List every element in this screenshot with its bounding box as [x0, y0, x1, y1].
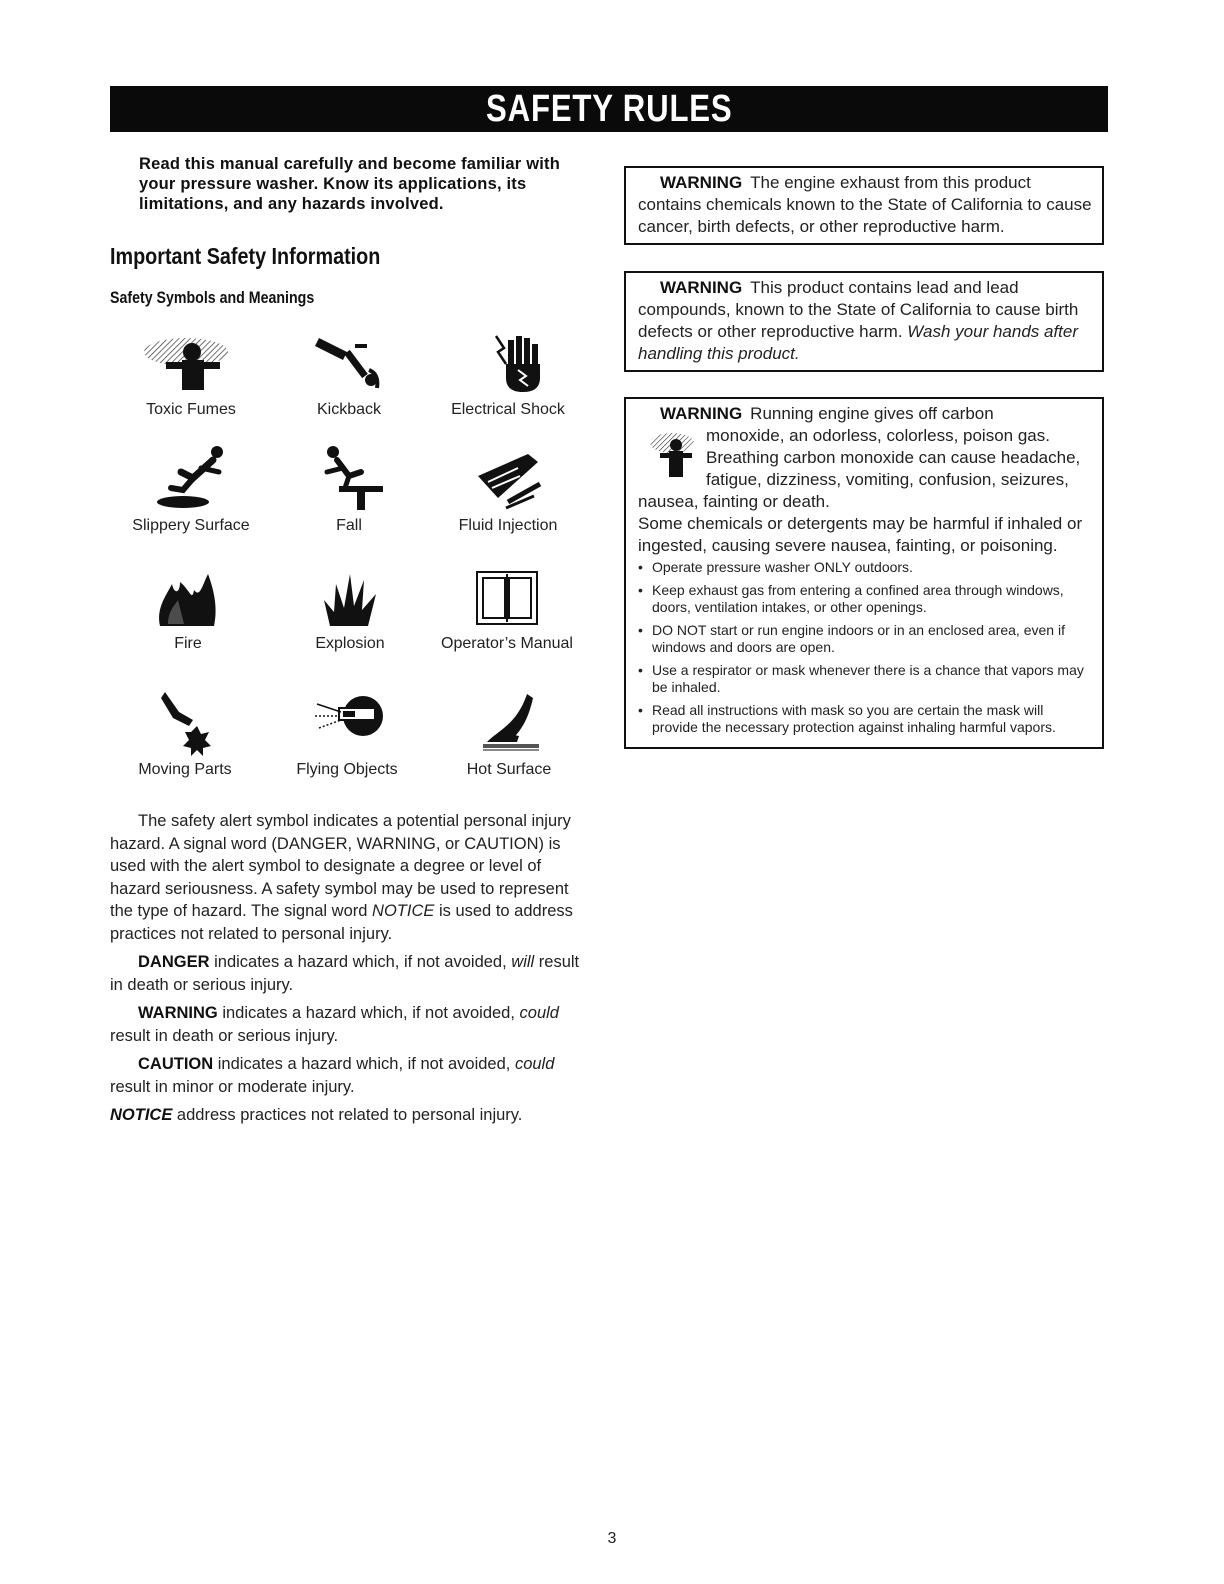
symbol-label: Explosion	[315, 635, 385, 652]
list-item: • Use a respirator or mask whenever there is a chance that vapors may be inhaled.	[638, 662, 1092, 697]
warning-label: WARNING	[660, 173, 743, 192]
heading-safety-symbols: Safety Symbols and Meanings	[110, 289, 315, 307]
symbol-electrical-shock	[423, 330, 593, 420]
list-item: • Read all instructions with mask so you are certain the mask will provide the necessary protection against inhaling harmful vapors.	[638, 702, 1092, 737]
fall-icon	[299, 442, 399, 512]
symbol-label: Toxic Fumes	[146, 401, 236, 418]
notice-inline: NOTICE	[372, 902, 435, 920]
warning-label: WARNING	[660, 278, 743, 297]
symbol-explosion	[265, 560, 435, 654]
heading-important-safety-information: Important Safety Information	[110, 243, 381, 269]
warning-box-carbon-monoxide	[624, 397, 1104, 749]
list-item: • Keep exhaust gas from entering a confined area through windows, doors, ventilation intakes, or other openings.	[638, 582, 1092, 617]
symbol-label: Operator’s Manual	[441, 635, 573, 652]
kickback-icon	[299, 330, 399, 396]
co-row	[638, 425, 1092, 491]
symbol-hot-surface	[424, 686, 594, 780]
warning-text: The engine exhaust from this product contains chemicals known to the State of California to cause cancer, birth defects, or other reproductive harm.	[638, 173, 1092, 236]
symbol-label: Fluid Injection	[458, 517, 558, 534]
safety-alert-paragraph: The safety alert symbol indicates a potential personal injury hazard. A signal word (DANGER, WARNING, or CAUTION) is used with the alert symbol to designate a degree or level of hazard seriousness. A safety symbol may be used to represent the type of hazard. The signal word NOTICE is used to address practices not related to personal injury.	[110, 812, 573, 943]
fluid-injection-icon	[458, 442, 558, 512]
symbol-kickback	[264, 330, 434, 420]
hot-surface-icon	[459, 686, 559, 756]
symbol-flying-objects	[262, 686, 432, 780]
co-lead: WARNING Running engine gives off carbon	[660, 404, 994, 423]
toxic-fumes-icon	[136, 330, 246, 396]
toxic-fumes-icon	[648, 427, 702, 487]
warning-definition: WARNING indicates a hazard which, if not avoided, could result in death or serious injury.	[110, 1004, 559, 1045]
explosion-icon	[300, 560, 400, 630]
symbol-label: Fire	[174, 635, 202, 652]
symbol-label: Electrical Shock	[451, 401, 565, 418]
caution-definition: CAUTION indicates a hazard which, if not avoided, could result in minor or moderate injury.	[110, 1055, 555, 1096]
co-bullet-list	[638, 559, 1092, 737]
warning-text: This product contains lead and lead compounds, known to the State of California to cause birth defects or other reproductive harm.	[638, 278, 1079, 341]
warning-label: WARNING	[660, 404, 743, 423]
symbol-label: Fall	[336, 517, 362, 534]
symbol-fluid-injection	[423, 442, 593, 536]
moving-parts-icon	[135, 686, 235, 756]
symbol-label: Kickback	[316, 401, 382, 418]
danger-definition: DANGER indicates a hazard which, if not avoided, will result in death or serious injury.	[110, 953, 580, 994]
symbol-label: Flying Objects	[296, 761, 398, 778]
notice-definition: NOTICE address practices not related to personal injury.	[110, 1106, 523, 1124]
banner-title: SAFETY RULES	[485, 88, 733, 130]
symbol-fall	[264, 442, 434, 536]
warning-box-exhaust	[624, 166, 1104, 245]
symbol-moving-parts	[100, 686, 270, 780]
flying-objects-icon	[297, 686, 397, 756]
co-tail: nausea, fainting or death.	[638, 492, 830, 511]
page-number: 3	[607, 1530, 617, 1547]
slippery-surface-icon	[141, 442, 241, 512]
symbol-toxic-fumes	[106, 330, 276, 420]
intro-text: Read this manual carefully and become familiar with your pressure washer. Know its applications, its limitations, and any hazards involved.	[139, 155, 560, 213]
symbol-label: Moving Parts	[138, 761, 232, 778]
list-item: • DO NOT start or run engine indoors or in an enclosed area, even if windows and doors are open.	[638, 622, 1092, 657]
warning-emphasis: Wash your hands after handling this product.	[638, 322, 1079, 363]
symbol-slippery-surface	[106, 442, 276, 536]
fire-icon	[138, 560, 238, 630]
co-text: monoxide, an odorless, colorless, poison gas. Breathing carbon monoxide can cause headache, fatigue, dizziness, vomiting, confusion, seizures,	[706, 426, 1081, 489]
page-banner	[110, 86, 1108, 132]
list-item: • Operate pressure washer ONLY outdoors.	[638, 559, 1092, 577]
electrical-shock-icon	[458, 330, 558, 396]
symbol-operators-manual	[422, 560, 592, 654]
operators-manual-icon	[457, 560, 557, 630]
symbol-label: Hot Surface	[466, 761, 552, 778]
symbol-label: Slippery Surface	[132, 517, 250, 534]
signal-word-explanations	[110, 810, 590, 1133]
chemicals-text: Some chemicals or detergents may be harmful if inhaled or ingested, causing severe nausea, fainting, or poisoning.	[638, 514, 1083, 555]
symbol-fire	[103, 560, 273, 654]
warning-box-lead	[624, 271, 1104, 372]
